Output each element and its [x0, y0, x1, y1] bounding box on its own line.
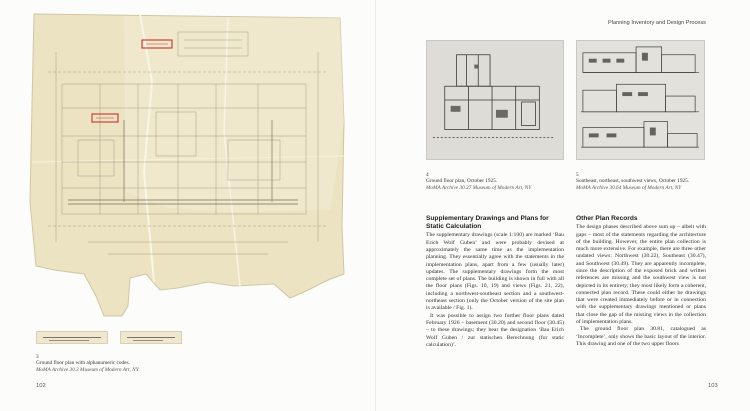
figure-5-number: 5	[576, 172, 579, 178]
body-paragraph: The supplementary drawings (scale 1:100) are marked ‘Bau Erich Wolf Guben’ and were probably devised at approximately the same time as the implementation planning. They essentially agree with the statements in the implementation plans, apart from a few (usually later) updates. The supplementary drawings form the most complete set of plans. The building is shown in full with all the floor plans (Figs. 10, 19) and views (Figs. 21, 22), including a northwest-southeast section and a southwest-northeast section (only the October version of the site plan is available / Fig. 1).	[426, 232, 564, 312]
body-paragraph: The design phases described above sum up – albeit with gaps – most of the statements regarding the architecture of the building. However, the entire plan collection is much more extensive. For example, there are three other undated views: Northwest (30.22), Southeast (30.47), and Southwest (30.49). They are apparently incomplete, since the description of the exposed brick and written references are missing and the southwest view is not depicted in its entirety; they most likely form a coherent, connected plan record. These could either be drawings that were created immediately before or in connection with the supplementary drawings mentioned or plans that close the gap of the missing views in the collection of implementation plans.	[576, 224, 706, 326]
figure-5-credit: MoMA Archive 30.64 Museum of Modern Art, NY	[576, 184, 682, 191]
code-strip-2	[120, 331, 182, 344]
figure-4-number: 4	[426, 172, 429, 178]
figure-3-title: Ground floor plan with alphanumeric codes.	[36, 360, 130, 367]
body-paragraph: It was possible to assign two further floor plans dated February 1926 – basement (30.20) and second floor (30.45) – to these drawings; they bear the designation ‘Bau Erich Wolf Guben / zur statischen Berechnung (for static calculation)’.	[426, 312, 564, 348]
figure-3-caption	[36, 354, 236, 373]
figure-4-credit: MoMA Archive 30.37 Museum of Modern Art, NY	[426, 184, 532, 191]
figure-4-caption	[426, 172, 566, 191]
code-strip-1	[36, 331, 108, 344]
figure-4-floor-plan-image	[426, 40, 564, 160]
page-number-right: 103	[708, 383, 718, 389]
section-heading: Other Plan Records	[576, 215, 638, 222]
section-heading: Supplementary Drawings and Plans for Static Calculation	[426, 215, 549, 231]
page-number-left: 102	[36, 383, 46, 389]
figure-4-title: Ground floor plan, October 1925.	[426, 178, 498, 185]
section-other-plan-records	[576, 215, 706, 348]
figure-5-title: Southeast, northeast, southwest views, October 1925.	[576, 178, 690, 185]
body-paragraph: The ground floor plan 30.81, catalogued as ‘Incomplete’, only shows the basic layout of the interior. This drawing and one of the two upper floors	[576, 326, 706, 347]
section-supplementary-drawings	[426, 215, 564, 349]
ground-floor-plan-drawing	[28, 12, 346, 324]
figure-3-credit: MoMA Archive 30.3 Museum of Modern Art, NY	[36, 366, 139, 373]
running-head: Planning Inventory and Design Process	[608, 20, 706, 26]
figure-5-elevation-views-image	[576, 40, 705, 160]
figure-5-caption	[576, 172, 716, 191]
figure-3-number: 3	[36, 354, 39, 360]
